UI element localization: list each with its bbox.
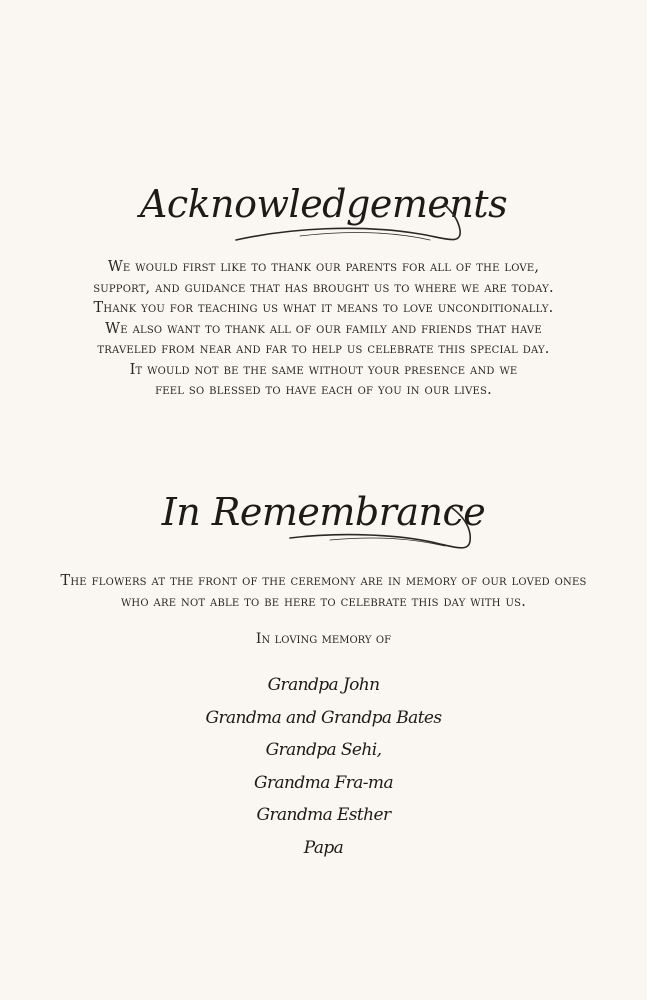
acknowledgements-line: We also want to thank all of our family and friends that have xyxy=(105,320,542,337)
remembrance-body xyxy=(0,571,647,612)
memorial-name: Grandma Fra-ma xyxy=(254,772,393,793)
memorial-name: Grandma and Grandpa Bates xyxy=(205,707,442,728)
memorial-name: Papa xyxy=(303,837,344,858)
remembrance-line: who are not able to be here to celebrate this day with us. xyxy=(120,593,527,610)
acknowledgements-line: Thank you for teaching us what it means to love unconditionally. xyxy=(93,300,554,316)
acknowledgements-title: Acknowledgements xyxy=(139,182,508,226)
acknowledgements-section xyxy=(0,180,647,401)
acknowledgements-body xyxy=(0,257,647,401)
remembrance-line: The flowers at the front of the ceremony are in memory of our loved ones xyxy=(60,573,587,589)
memory-intro: In loving memory of xyxy=(255,631,392,647)
memorial-name: Grandpa Sehi, xyxy=(265,740,382,760)
acknowledgements-line: support, and guidance that has brought us to where we are today. xyxy=(93,279,554,296)
acknowledgements-line: We would first like to thank our parents for all of the love, xyxy=(107,259,540,275)
remembrance-title: In Remembrance xyxy=(161,490,486,534)
acknowledgements-heading-block xyxy=(0,180,647,252)
remembrance-heading-block xyxy=(0,488,647,560)
acknowledgements-line: feel so blessed to have each of you in our lives. xyxy=(155,382,492,398)
remembrance-section xyxy=(0,488,647,864)
memorial-name: Grandma Esther xyxy=(256,805,391,825)
memorial-names-list xyxy=(0,669,647,864)
acknowledgements-line: traveled from near and far to help us celebrate this special day. xyxy=(97,341,550,357)
acknowledgements-line: It would not be the same without your presence and we xyxy=(129,361,518,378)
memorial-name: Grandpa John xyxy=(267,675,380,695)
